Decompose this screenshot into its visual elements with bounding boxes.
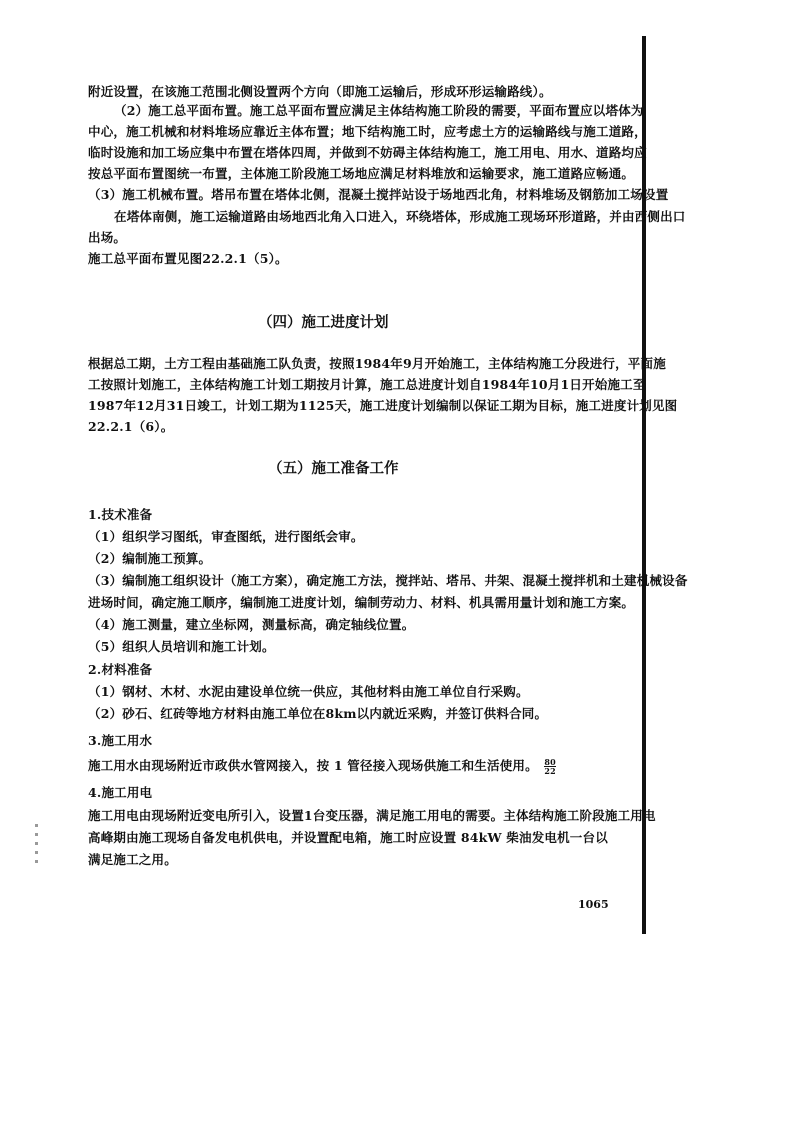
fraction-denominator: 22 [544, 766, 556, 775]
pipe-fraction [544, 758, 556, 775]
margin-scan-marks [32, 818, 42, 922]
text-line: 根据总工期，土方工程由基础施工队负责，按照1984年9月开始施工，主体结构施工分段进行，平面施 [88, 356, 666, 371]
text-line: 满足施工之用。 [88, 852, 177, 867]
fraction-numerator: 80 [544, 758, 556, 767]
text-line: （3）施工机械布置。塔吊布置在塔体北侧，混凝土搅拌站设于场地西北角，材料堆场及钢筋加工场设置 [88, 187, 669, 202]
text-line: 中心，施工机械和材料堆场应靠近主体布置；地下结构施工时，应考虑土方的运输路线与施工道路， [88, 124, 647, 139]
scan-mark [35, 851, 38, 854]
text-line: 高峰期由施工现场自备发电机供电，并设置配电箱，施工时应设置 84kW 柴油发电机一台以 [88, 830, 608, 845]
subheading-technical: 1.技术准备 [88, 507, 153, 522]
text-line: 施工用电由现场附近变电所引入，设置1台变压器，满足施工用电的需要。主体结构施工阶段施工用电 [88, 808, 656, 823]
scan-mark [35, 842, 38, 845]
scan-mark [35, 833, 38, 836]
text-line: （4）施工测量，建立坐标网，测量标高，确定轴线位置。 [88, 617, 415, 632]
text-line: （3）编制施工组织设计（施工方案），确定施工方法，搅拌站、塔吊、井架、混凝土搅拌机和土建机械设备 [88, 573, 688, 588]
subheading-power: 4.施工用电 [88, 785, 153, 800]
water-line [88, 758, 558, 775]
text-line: 22.2.1（6）。 [88, 419, 174, 434]
section-heading-schedule: （四）施工进度计划 [258, 314, 389, 331]
page-number: 1065 [578, 898, 609, 911]
text-line: 工按照计划施工，主体结构施工计划工期按月计算，施工总进度计划自1984年10月1日开始施工至 [88, 377, 646, 392]
text-line: （2）砂石、红砖等地方材料由施工单位在8km以内就近采购，并签订供料合同。 [88, 706, 548, 721]
text-line: 临时设施和加工场应集中布置在塔体四周，并做到不妨碍主体结构施工，施工用电、用水、道路均应 [88, 145, 647, 160]
scan-mark [35, 860, 38, 863]
subheading-water: 3.施工用水 [88, 733, 153, 748]
text-line: （1）组织学习图纸，审查图纸，进行图纸会审。 [88, 529, 364, 544]
text-line: 1987年12月31日竣工，计划工期为1125天，施工进度计划编制以保证工期为目标，施工进度计划见图 [88, 398, 678, 413]
text-line: 附近设置，在该施工范围北侧设置两个方向（即施工运输后，形成环形运输路线）。 [88, 84, 552, 99]
section-heading-preparation: （五）施工准备工作 [268, 460, 399, 477]
scan-mark [35, 824, 38, 827]
text-line: 施工总平面布置见图22.2.1（5）。 [88, 251, 288, 266]
text-line: 进场时间，确定施工顺序，编制施工进度计划，编制劳动力、材料、机具需用量计划和施工方案。 [88, 595, 635, 610]
text-line: （2）施工总平面布置。施工总平面布置应满足主体结构施工阶段的需要，平面布置应以塔体为 [114, 103, 644, 118]
text-line: （2）编制施工预算。 [88, 551, 212, 566]
text-line: 按总平面布置图统一布置，主体施工阶段施工场地应满足材料堆放和运输要求，施工道路应畅通。 [88, 166, 635, 181]
text-line: 在塔体南侧，施工运输道路由场地西北角入口进入，环绕塔体，形成施工现场环形道路，并由西侧出口 [114, 209, 686, 224]
text-line: （1）钢材、木材、水泥由建设单位统一供应，其他材料由施工单位自行采购。 [88, 684, 529, 699]
text-fragment: 施工用水由现场附近市政供水管网接入，按 1 管径接入现场供施工和生活使用。 [88, 758, 538, 773]
text-line: （5）组织人员培训和施工计划。 [88, 639, 275, 654]
text-line: 出场。 [88, 230, 127, 245]
page-edge-rule [642, 36, 646, 934]
subheading-materials: 2.材料准备 [88, 662, 153, 677]
